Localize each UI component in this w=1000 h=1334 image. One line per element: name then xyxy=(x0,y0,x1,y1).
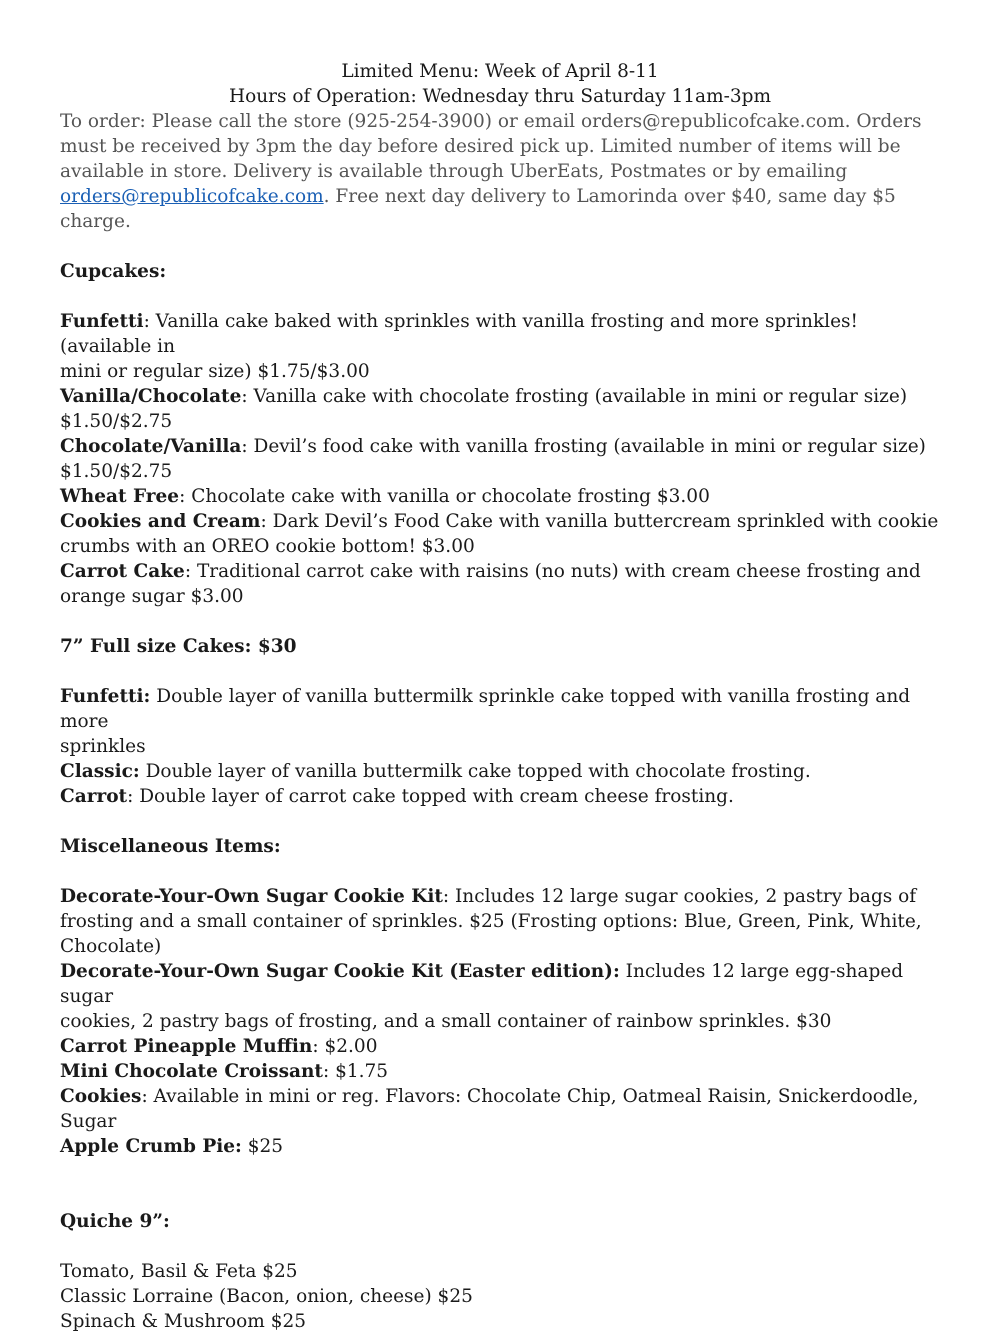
list-item: Cookies and Cream: Dark Devil’s Food Cake with vanilla buttercream sprinkled with cookie xyxy=(60,511,939,532)
misc-list: Decorate-Your-Own Sugar Cookie Kit: Includes 12 large sugar cookies, 2 pastry bags of frosting and a small container of sprinkles. $25 (Frosting options: Blue, Green, Pink, White, Chocolate) Decorate-Your-Own Sugar Cookie Kit (Easter edition): Includes 12 large egg-shaped sugar cookies, 2 pastry bags of frosting, and a small container of rainbow sprinkles. $30 Carrot Pineapple Muffin: $2.00 Mini Chocolate Croissant: $1.75 Cookies: Available in mini or reg. Flavors: Chocolate Chip, Oatmeal Raisin, Snickerdoodle, Sugar Apple Crumb Pie: $25 xyxy=(60,884,940,1159)
list-item: Carrot Pineapple Muffin: $2.00 xyxy=(60,1036,378,1057)
list-item: Vanilla/Chocolate: Vanilla cake with chocolate frosting (available in mini or regular size) xyxy=(60,386,908,407)
list-item: Funfetti: Double layer of vanilla buttermilk sprinkle cake topped with vanilla frosting and more xyxy=(60,686,911,732)
cupcakes-heading: Cupcakes: xyxy=(60,261,167,282)
menu-title: Limited Menu: Week of April 8-11 xyxy=(341,61,659,82)
list-item: Decorate-Your-Own Sugar Cookie Kit (Easter edition): Includes 12 large egg-shaped sugar xyxy=(60,961,904,1007)
list-item: Mini Chocolate Croissant: $1.75 xyxy=(60,1061,389,1082)
order-instructions: To order: Please call the store (925-254-3900) or email orders@republicofcake.com. Orders must be received by 3pm the day before desired pick up. Limited number of items will be available in store. Delivery is available through UberEats, Postmates or by emailing orders@republicofcake.com. Free next day delivery to Lamorinda over $40, same day $5 charge. xyxy=(60,111,922,232)
list-item: Wheat Free: Chocolate cake with vanilla or chocolate frosting $3.00 xyxy=(60,486,710,507)
cupcakes-list: Funfetti: Vanilla cake baked with sprinkles with vanilla frosting and more sprinkles! (available in mini or regular size) $1.75/$3.00 Vanilla/Chocolate: Vanilla cake with chocolate frosting (available in mini or regular size) $1.50/$2.75 Chocolate/Vanilla: Devil’s food cake with vanilla frosting (available in mini or regular size) $1.50/$2.75 Wheat Free: Chocolate cake with vanilla or chocolate frosting $3.00 Cookies and Cream: Dark Devil’s Food Cake with vanilla buttercream sprinkled with cookie crumbs with an OREO cookie bottom! $3.00 Carrot Cake: Traditional carrot cake with raisins (no nuts) with cream cheese frosting and orange sugar $3.00 xyxy=(60,311,939,607)
list-item: Apple Crumb Pie: $25 xyxy=(60,1136,284,1157)
list-item: Funfetti: Vanilla cake baked with sprinkles with vanilla frosting and more sprinkles! (available in xyxy=(60,311,858,357)
email-link[interactable]: orders@republicofcake.com xyxy=(60,186,324,207)
hours-of-operation: Hours of Operation: Wednesday thru Saturday 11am-3pm xyxy=(228,86,772,107)
quiche-list xyxy=(60,1259,940,1334)
list-item: Tomato, Basil & Feta $25 xyxy=(60,1261,298,1282)
list-item: Cookies: Available in mini or reg. Flavors: Chocolate Chip, Oatmeal Raisin, Snickerdoodle, Sugar xyxy=(60,1086,919,1132)
list-item: Classic Lorraine (Bacon, onion, cheese) $25 xyxy=(60,1286,473,1307)
quiche-heading: Quiche 9”: xyxy=(60,1211,170,1232)
misc-heading: Miscellaneous Items: xyxy=(60,836,281,857)
list-item: Decorate-Your-Own Sugar Cookie Kit: Includes 12 large sugar cookies, 2 pastry bags of xyxy=(60,886,917,907)
cakes-list: Funfetti: Double layer of vanilla buttermilk sprinkle cake topped with vanilla frosting and more sprinkles Classic: Double layer of vanilla buttermilk cake topped with chocolate frosting. Carrot: Double layer of carrot cake topped with cream cheese frosting. xyxy=(60,684,940,809)
list-item: Chocolate/Vanilla: Devil’s food cake with vanilla frosting (available in mini or regular size) xyxy=(60,436,926,457)
list-item: Carrot Cake: Traditional carrot cake with raisins (no nuts) with cream cheese frosting and xyxy=(60,561,921,582)
list-item: Classic: Double layer of vanilla buttermilk cake topped with chocolate frosting. xyxy=(60,761,811,782)
cakes-heading: 7” Full size Cakes: $30 xyxy=(60,636,297,657)
list-item: Spinach & Mushroom $25 xyxy=(60,1311,307,1332)
list-item: Carrot: Double layer of carrot cake topped with cream cheese frosting. xyxy=(60,786,734,807)
